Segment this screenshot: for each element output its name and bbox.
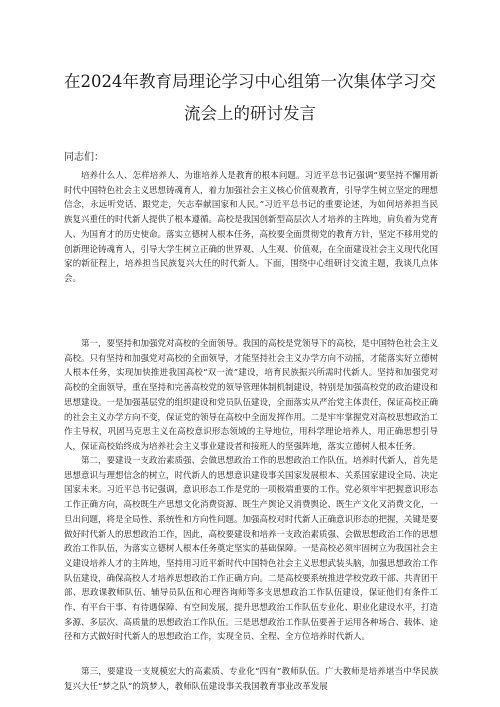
document-title-line-2: 流会上的研讨发言 (184, 104, 316, 123)
paragraph-second-point: 第二，要建设一支政治素质强、会做思想政治工作的思想政治工作队伍。培养时代新人，首先是思想意识与理想信念的树立，时代新人的思想意识建设事关国家发展根本、关系国家建设全局、决定国家未来。习近平总书记强调，意识形态工作是党的一项极端重要的工作。党必须牢牢把握意识形态工作正确方向，高校既生产思想文化消费资源、既生产舆论又消费舆论、既生产文化又消费文化，一旦出问题，将是全局性、系统性和方向性问题。加强高校对时代新人正确意识形态的把握，关键是要做好时代新人的思想政治工作，因此，高校要建设和培养一支政治素质强、会做思想政治工作的思想政治工作队伍，为落实立德树人根本任务奠定坚实的基础保障。一是高校必须牢固树立为我国社会主义建设培养人才的主阵地，坚持用习近平新时代中国特色社会主义思想武装头脑，加强思想政治工作队伍建设，确保高校人才培养思想政治工作正确方向。二是高校要系统推进学校党政干部、共青团干部、思政课教师队伍、辅导员队伍和心理咨询师等多支思想政治工作队伍建设，保证他们有条件工作、有平台干事、有待遇保障、有空间发展，提升思想政治工作队伍专业化、职业化建设水平，打造多源、多层次、高质量的思想政治工作队伍。三是思想政治工作队伍要善于运用各种场合、载体、途径和方式做好时代新人的思想政治工作，实现全员、全程、全方位培养时代新人。 (64, 456, 439, 643)
document-title-line-1: 在2024年教育局理论学习中心组第一次集体学习交 (64, 72, 436, 91)
paragraph-intro: 培养什么人、怎样培养人、为谁培养人是教育的根本问题。习近平总书记强调“要坚持不懈用新时代中国特色社会主义思想铸魂育人，着力加强社会主义核心价值观教育，引导学生树立坚定的理想信念，永远听党话、跟党走，矢志奉献国家和人民。”习近平总书记的重要论述，为如何培养担当民族复兴重任的时代新人提供了根本遵循。高校是我国创新型高层次人才培养的主阵地，肩负着为党育人、为国育才的历史使命。落实立德树人根本任务，高校要全面贯彻党的教育方针，坚定不移用党的创新理论铸魂育人，引导大学生树立正确的世界观、人生观、价值观，在全面建设社会主义现代化国家的新征程上，培养担当民族复兴大任的时代新人。下面，围绕中心组研讨交流主题，我谈几点体会。 (64, 171, 439, 284)
salutation: 同志们： (64, 152, 104, 163)
paragraph-first-point: 第一，要坚持和加强党对高校的全面领导。我国的高校是党领导下的高校，是中国特色社会主义高校。只有坚持和加强党对高校的全面领导，才能坚持社会主义办学方向不动摇，才能落实好立德树人根本任务，实现加快推进我国高校“双一流”建设，培育民族振兴所需时代新人。坚持和加强党对高校的全面领导，重在坚持和完善高校党的领导管理体制机制建设，特别是加强高校党的政治建设和思想建设。一是加强基层党的组织建设和党员队伍建设，全面落实从严治党主体责任，保证高校正确的社会主义办学方向不变，保证党的领导在高校中全面发挥作用。二是牢牢掌握党对高校思想政治工作主导权，巩固马克思主义在高校意识形态领域的主导地位，用科学理论培养人，用正确思想引导人，保证高校始终成为培养社会主义事业建设者和接班人的坚强阵地，落实立德树人根本任务。 (64, 339, 439, 452)
paragraph-third-point: 第三，要建设一支规模宏大的高素质、专业化“四有”教师队伍。广大教师是培养堪当中华民族复兴大任“梦之队”的筑梦人，教师队伍建设事关我国教育事业改革发展 (64, 667, 438, 692)
